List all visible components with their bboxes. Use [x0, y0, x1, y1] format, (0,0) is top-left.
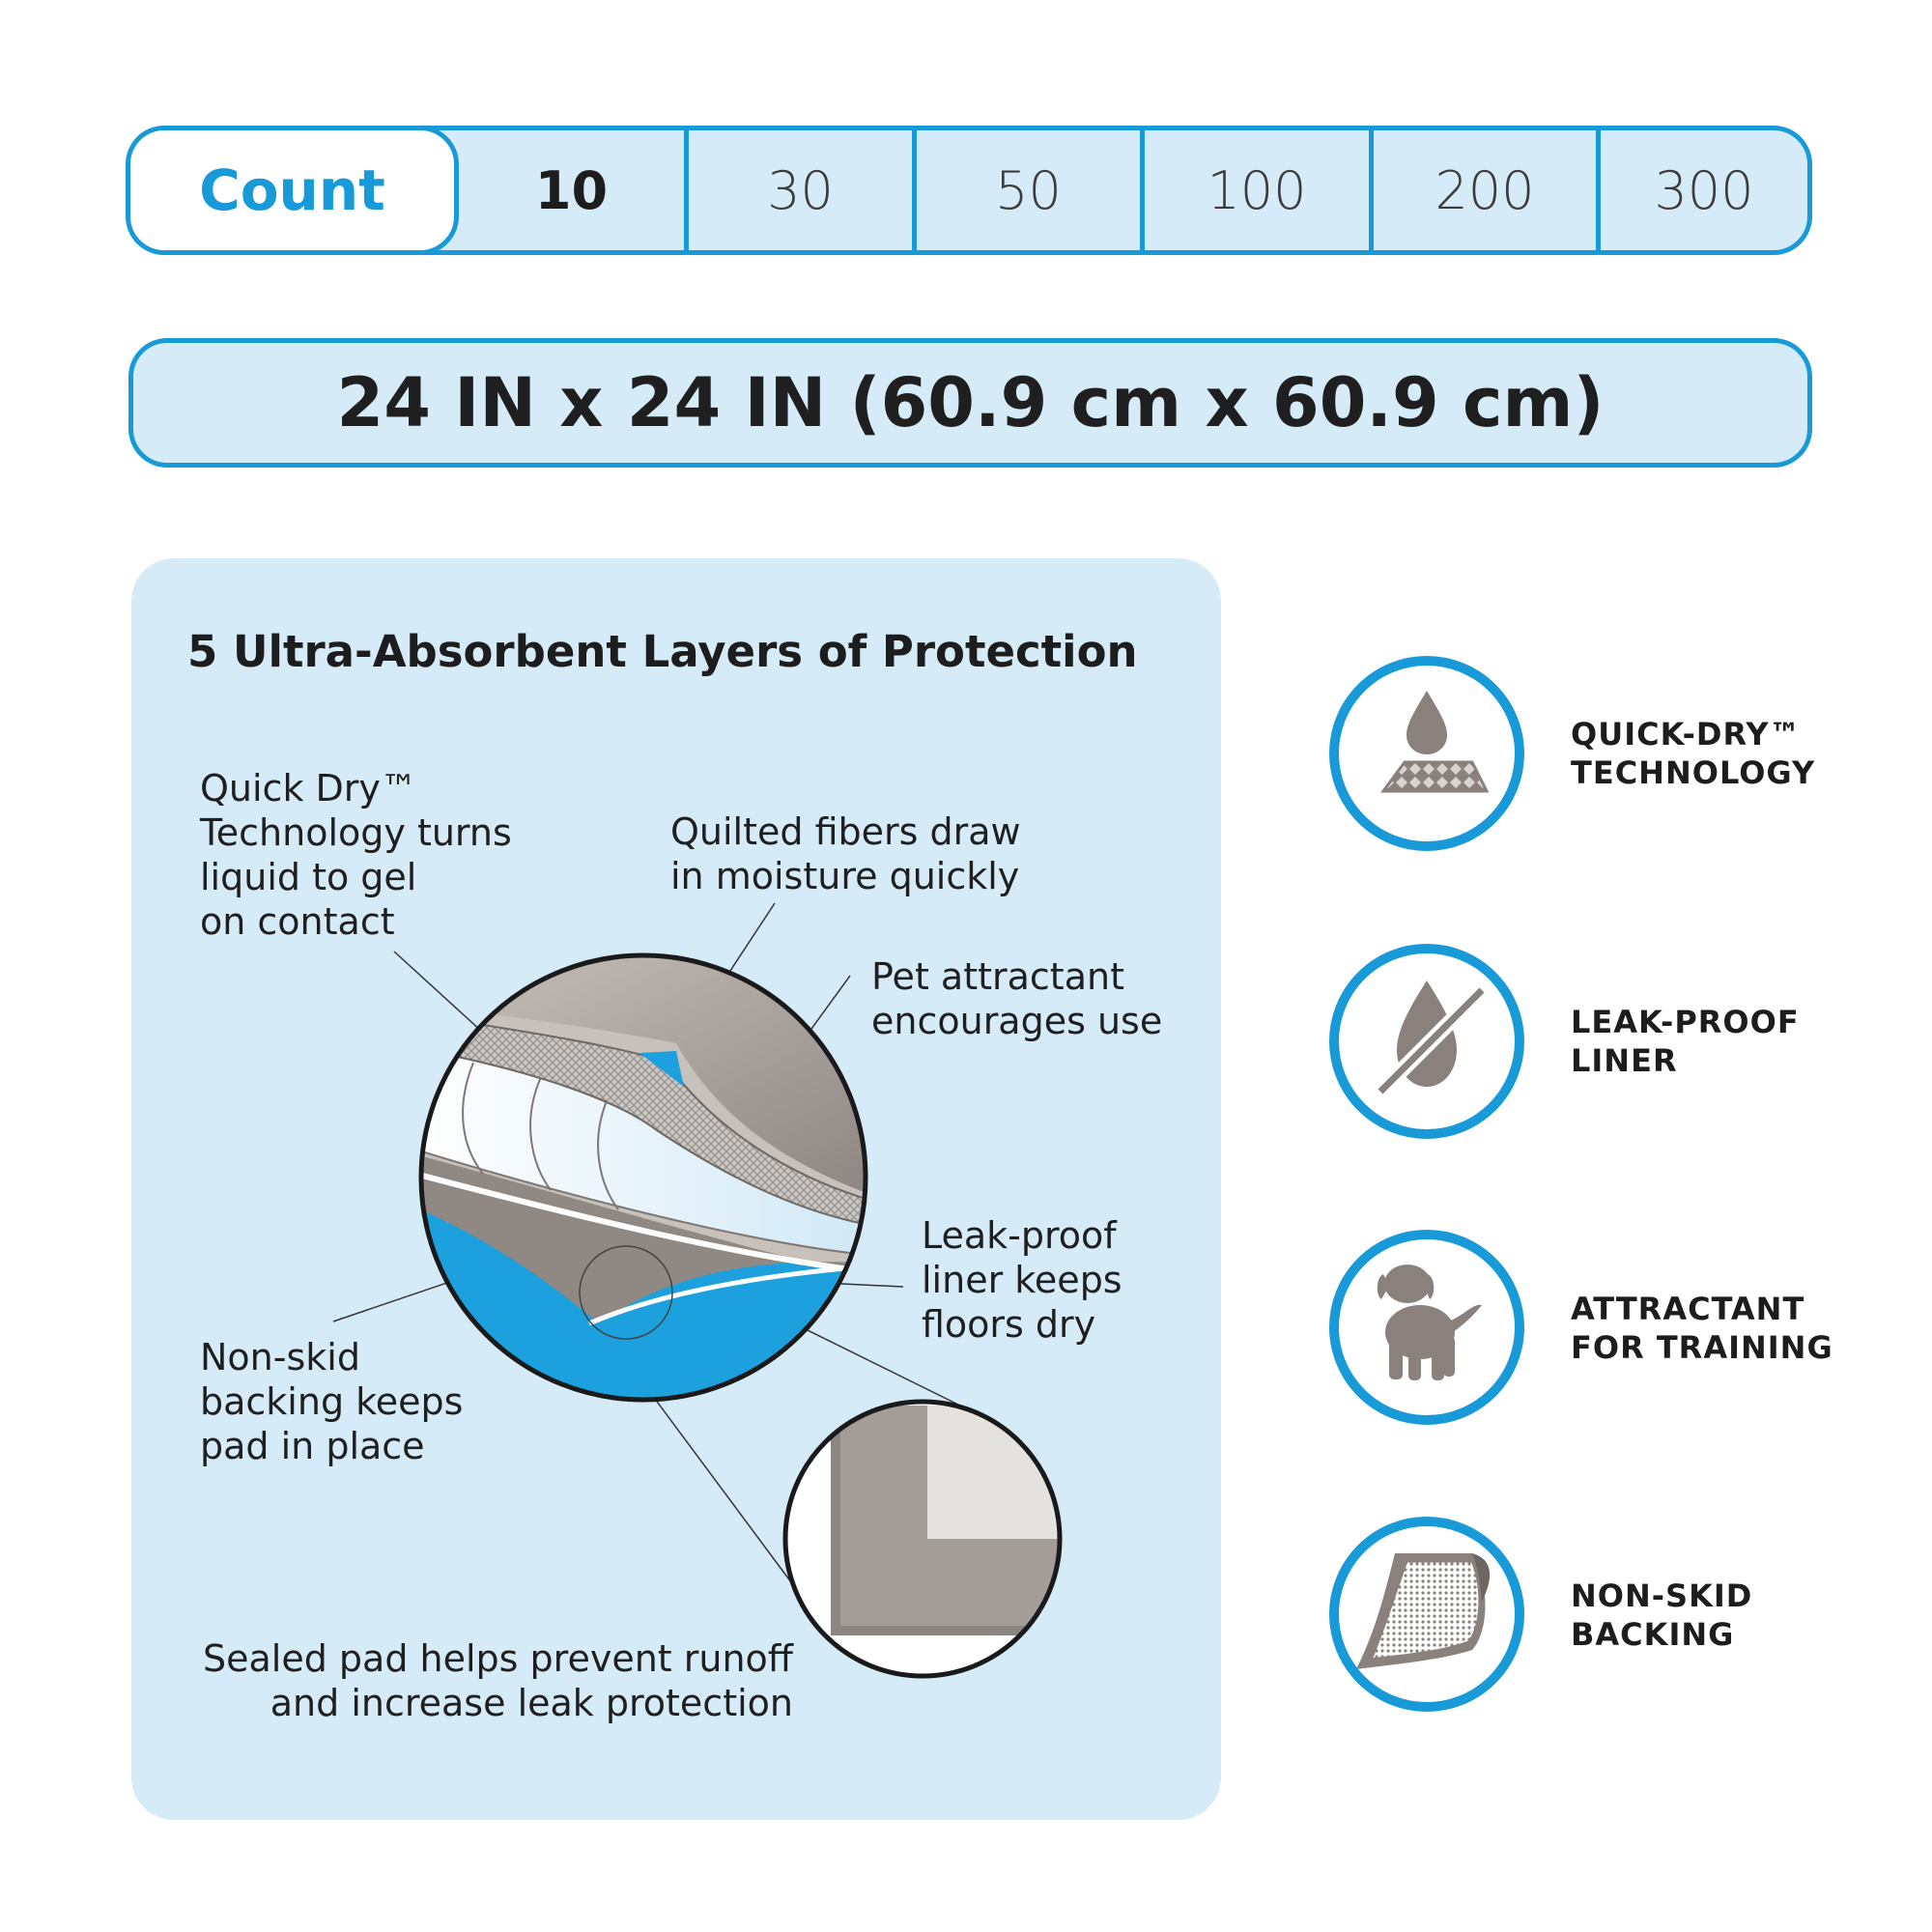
count-option-10[interactable]: 10 — [534, 159, 609, 221]
layers-title: 5 Ultra-Absorbent Layers of Protection — [187, 626, 1138, 677]
crossed-drop-icon — [1327, 942, 1526, 1141]
callout-quick-dry: Quick Dry™ Technology turns liquid to gel on contact — [200, 767, 512, 943]
count-option-100[interactable]: 100 — [1207, 159, 1307, 221]
size-banner: 24 IN x 24 IN (60.9 cm x 60.9 cm) — [128, 338, 1812, 468]
count-option-300[interactable]: 300 — [1654, 159, 1754, 221]
count-option-50[interactable]: 50 — [995, 159, 1062, 221]
feature-label-leak-proof: LEAK-PROOF LINER — [1571, 1004, 1800, 1079]
feature-label-attractant: ATTRACTANT FOR TRAINING — [1571, 1291, 1833, 1366]
count-option-200[interactable]: 200 — [1435, 159, 1535, 221]
count-option-30[interactable]: 30 — [767, 159, 834, 221]
textured-backing-icon — [1327, 1515, 1526, 1714]
callout-pet-attractant: Pet attractant encourages use — [871, 955, 1163, 1042]
count-label: Count — [126, 126, 459, 255]
drop-on-pad-icon — [1327, 654, 1526, 853]
callout-sealed-pad: Sealed pad helps prevent runoff and increase leak protection — [203, 1637, 793, 1724]
callout-non-skid: Non-skid backing keeps pad in place — [200, 1336, 464, 1467]
feature-label-non-skid: NON-SKID BACKING — [1571, 1577, 1753, 1653]
feature-leak-proof — [1327, 942, 1526, 1141]
feature-non-skid — [1327, 1515, 1526, 1714]
puppy-icon — [1327, 1228, 1526, 1427]
feature-attractant — [1327, 1228, 1526, 1427]
callout-leak-proof: Leak-proof liner keeps floors dry — [922, 1214, 1122, 1346]
feature-quick-dry — [1327, 654, 1526, 853]
feature-label-quick-dry: QUICK-DRY™ TECHNOLOGY — [1571, 716, 1816, 791]
sealed-edge-zoom — [782, 1401, 1077, 1690]
callout-quilted-fibers: Quilted fibers draw in moisture quickly — [670, 810, 1021, 897]
